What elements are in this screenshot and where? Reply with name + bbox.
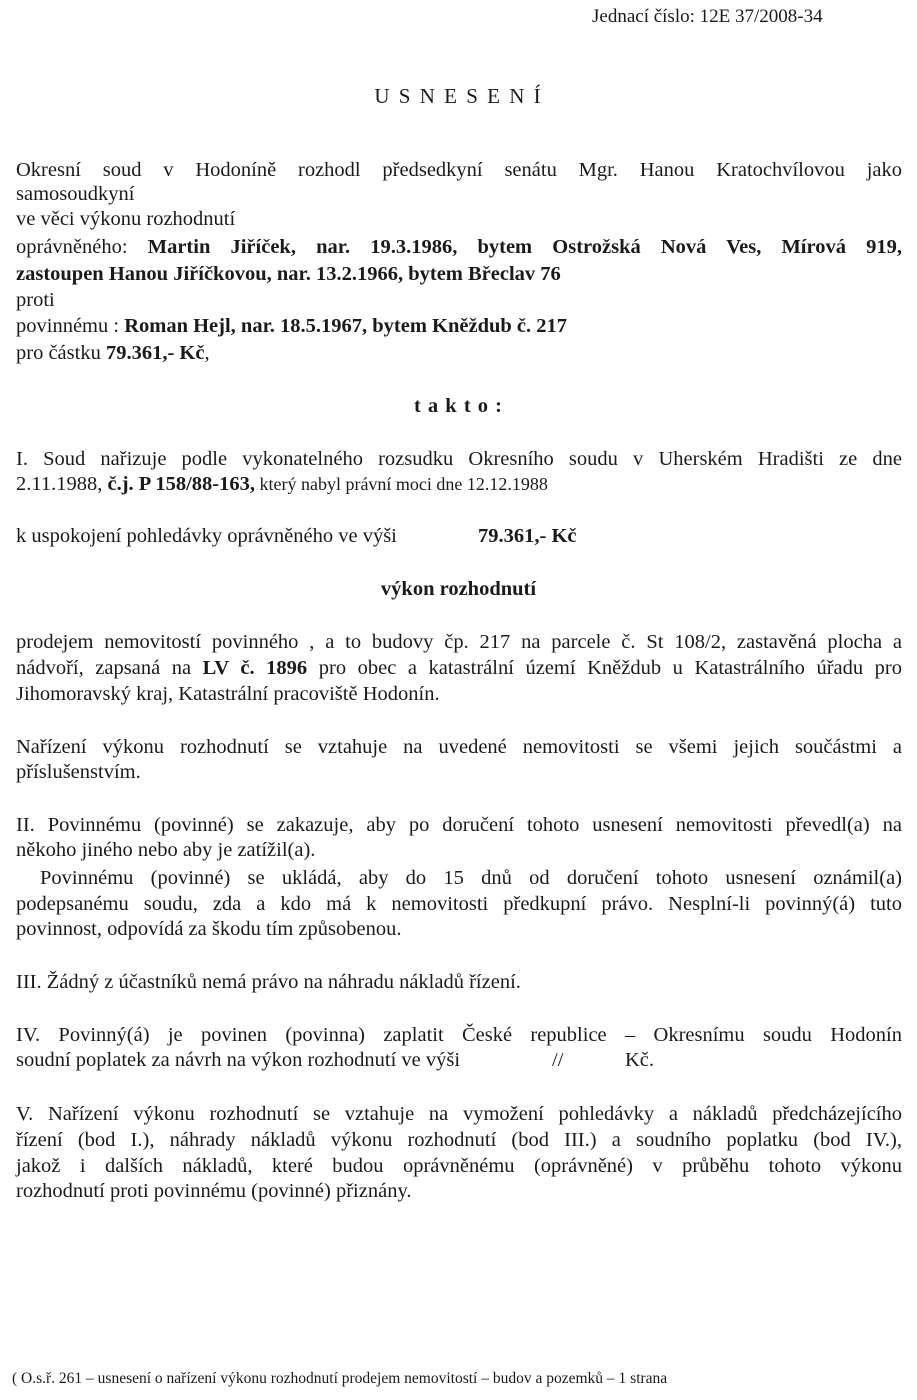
section4-line-2 [16,1048,902,1072]
section2-line-4: podepsanému soudu, zda a kdo má k nemovitosti předkupní právo. Nesplní-li povinný(á) tuto [16,893,902,915]
section2-line-1: II. Povinnému (povinné) se zakazuje, aby po doručení tohoto usnesení nemovitosti převedl(a) na [16,814,902,836]
judgment-date: 2.11.1988, [16,473,108,495]
creditor-representative: zastoupen Hanou Jiříčkovou, nar. 13.2.1966, bytem Břeclav 76 [16,263,561,285]
debtor-label: povinnému : [16,315,125,337]
creditor-line-2 [16,262,902,286]
creditor-line-1 [16,235,902,259]
enforcement-heading: výkon rozhodnutí [380,578,537,600]
amount-suffix: , [204,342,210,364]
case-number: Jednací číslo: 12E 37/2008-34 [592,6,823,27]
debtor-name: Roman Hejl, nar. 18.5.1967, bytem Kněždub č. 217 [124,315,568,337]
creditor-label: oprávněného: [16,236,148,258]
land-register-number: LV č. 1896 [202,657,308,679]
section2-line-5: povinnost, odpovídá za škodu tím způsobenou. [16,918,402,940]
judgment-reference: č.j. P 158/88-163, [107,473,255,495]
judgment-effective: který nabyl právní moci dne 12.12.1988 [254,474,548,494]
footer-note: ( O.s.ř. 261 – usnesení o nařízení výkonu rozhodnutí prodejem nemovitostí – budov a pozemků – 1 strana [12,1370,668,1387]
proti-label: proti [16,289,55,311]
section2-line-2: někoho jiného nebo aby je zatížil(a). [16,839,316,861]
takto-heading: t a k t o : [413,395,503,417]
scope-line-1: Nařízení výkonu rozhodnutí se vztahuje na uvedené nemovitosti se všemi jejich součástmi a [16,736,902,758]
satisfaction-label: k uspokojení pohledávky oprávněného ve výši [16,525,397,547]
sale-line-1: prodejem nemovitostí povinného , a to budovy čp. 217 na parcele č. St 108/2, zastavěná plocha a [16,631,902,653]
section3-line-1: III. Žádný z účastníků nemá právo na náhradu nákladů řízení. [16,971,521,993]
scope-line-2: příslušenstvím. [16,761,141,783]
creditor-name: Martin Jiříček, nar. 19.3.1986, bytem Ostrožská Nová Ves, Mírová 919, [147,236,902,258]
amount-label: pro částku [16,342,106,364]
section5-line-1: V. Nařízení výkonu rozhodnutí se vztahuje na vymožení pohledávky a nákladů předcházejícího [16,1103,902,1125]
amount-line [16,341,902,365]
intro-line-1: Okresní soud v Hodoníně rozhodl předsedkyní senátu Mgr. Hanou Kratochvílovou jako [16,159,902,181]
court-fee-currency: Kč. [625,1049,655,1071]
court-fee-label: soudní poplatek za návrh na výkon rozhodnutí ve výši [16,1049,461,1071]
section5-line-4: rozhodnutí proti povinnému (povinné) přiznány. [16,1180,412,1202]
section1-line-1: I. Soud nařizuje podle vykonatelného rozsudku Okresního soudu v Uherském Hradišti ze dne [16,448,902,470]
intro-line-3: ve věci výkonu rozhodnutí [16,208,236,230]
section5-line-3: jakož i dalších nákladů, které budou oprávněnému (oprávněné) v průběhu tohoto výkonu [16,1155,902,1177]
section5-line-2: řízení (bod I.), náhrady nákladů výkonu rozhodnutí (bod III.) a soudního poplatku (bod IV.), [16,1129,902,1151]
court-fee-amount: // [552,1049,564,1071]
section1-line-2 [16,472,902,496]
amount-value: 79.361,- Kč [105,342,205,364]
satisfaction-line [16,524,902,548]
sale-line-2-end: pro obec a katastrální území Kněždub u Katastrálního úřadu pro [307,657,902,679]
section4-line-1: IV. Povinný(á) je povinen (povinna) zaplatit České republice – Okresnímu soudu Hodonín [16,1024,902,1046]
document-title: U S N E S E N Í [374,84,543,108]
intro-line-2: samosoudkyní [16,183,135,205]
sale-line-2-start: nádvoří, zapsaná na [16,657,203,679]
section2-line-3: Povinnému (povinné) se ukládá, aby do 15 dnů od doručení tohoto usnesení oznámil(a) [40,867,902,889]
sale-line-3: Jihomoravský kraj, Katastrální pracoviště Hodonín. [16,683,440,705]
sale-line-2 [16,656,902,680]
debtor-line [16,314,902,338]
satisfaction-amount: 79.361,- Kč [478,525,577,547]
